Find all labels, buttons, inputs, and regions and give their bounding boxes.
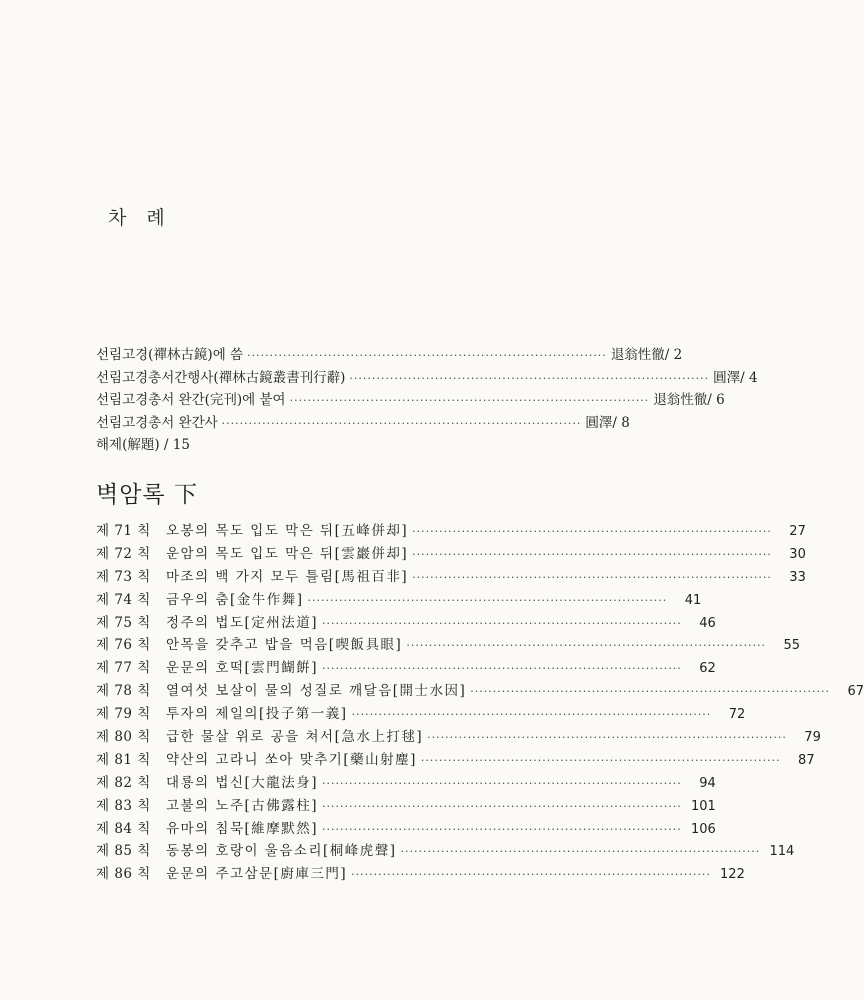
- toc-entry[interactable]: [96, 612, 716, 635]
- toc-entry[interactable]: [96, 657, 716, 680]
- case-title: 마조의 백 가지 모두 틀림[馬祖百非]: [166, 568, 409, 585]
- front-matter-item[interactable]: [96, 412, 630, 435]
- dot-leader: ················································································: [406, 639, 767, 653]
- toc-entry[interactable]: [96, 634, 801, 657]
- case-title: 금우의 춤[金牛作舞]: [166, 591, 304, 608]
- toc-entry[interactable]: [96, 749, 815, 772]
- front-matter-label: 선림고경총서간행사(禪林古鏡叢書刊行辭): [96, 369, 346, 386]
- page-number: 79: [804, 730, 821, 746]
- case-number: 제 82 칙: [96, 774, 151, 791]
- page-number: 114: [769, 844, 795, 860]
- case-number: 제 71 칙: [96, 523, 151, 539]
- case-number: 제 79 칙: [96, 706, 151, 723]
- front-matter-author: 圓澤/ 8: [585, 414, 630, 431]
- toc-entry[interactable]: [96, 795, 716, 818]
- case-title: 운문의 호떡[雲門餬餠]: [166, 660, 319, 677]
- page-number: 94: [699, 775, 716, 791]
- toc-entry[interactable]: [96, 520, 806, 543]
- page-number: 62: [699, 661, 716, 677]
- page-number: 101: [690, 798, 716, 814]
- front-matter-author: 退翁性徹/ 2: [610, 347, 683, 363]
- dot-leader: ················································································: [400, 845, 761, 859]
- dot-leader: ················································································: [412, 525, 772, 538]
- toc-entry[interactable]: [96, 589, 702, 612]
- case-title: 대룡의 법신[大龍法身]: [166, 774, 319, 791]
- front-matter-label: 선림고경총서 완간사: [96, 414, 218, 431]
- case-title: 유마의 침묵[維摩默然]: [166, 820, 319, 837]
- case-title: 운암의 목도 입도 막은 뒤[雲巖併却]: [166, 545, 409, 562]
- case-number: 제 73 칙: [96, 568, 151, 585]
- dot-leader: ················································································: [289, 394, 650, 407]
- case-number: 제 75 칙: [96, 614, 151, 631]
- front-matter-label: 해제(解題) / 15: [96, 437, 190, 453]
- case-number: 제 76 칙: [96, 637, 151, 654]
- toc-entry[interactable]: [96, 818, 716, 841]
- case-title: 열여섯 보살이 물의 성질로 깨달음[開士水因]: [166, 683, 467, 700]
- case-number: 제 78 칙: [96, 683, 151, 700]
- dot-leader: ················································································: [412, 547, 772, 561]
- page-number: 46: [699, 615, 716, 631]
- front-matter-item[interactable]: [96, 434, 578, 457]
- case-number: 제 77 칙: [96, 660, 151, 677]
- case-title: 투자의 제일의[投子第一義]: [166, 706, 348, 723]
- dot-leader: ················································································: [427, 731, 787, 745]
- toc-entry[interactable]: [96, 703, 746, 726]
- case-title: 약산의 고라니 쏘아 맞추기[藥山射麈]: [166, 751, 417, 768]
- dot-leader: ················································································: [322, 662, 682, 676]
- toc-entry[interactable]: [96, 543, 806, 566]
- case-number: 제 86 칙: [96, 866, 151, 883]
- page-number: 27: [789, 524, 806, 539]
- page-number: 55: [783, 638, 801, 654]
- page-number: 33: [789, 569, 806, 585]
- toc-entry[interactable]: [96, 863, 745, 886]
- toc-entry[interactable]: [96, 840, 795, 863]
- front-matter-item[interactable]: [96, 389, 725, 412]
- case-number: 제 83 칙: [96, 797, 151, 814]
- toc-list: [96, 520, 864, 886]
- case-title: 운문의 주고삼문[廚庫三門]: [166, 866, 348, 883]
- dot-leader: ················································································: [349, 371, 710, 385]
- page-number: 87: [798, 752, 815, 768]
- dot-leader: ················································································: [221, 416, 582, 430]
- dot-leader: ················································································: [351, 868, 711, 882]
- front-matter-label: 선림고경총서 완간(完刊)에 붙여: [96, 392, 286, 408]
- case-title: 정주의 법도[定州法道]: [166, 614, 319, 631]
- page-number: 41: [684, 592, 702, 608]
- case-title: 급한 물살 위로 공을 쳐서[急水上打毬]: [166, 729, 424, 746]
- page-number: 72: [728, 707, 746, 723]
- front-matter-item[interactable]: [96, 344, 683, 367]
- dot-leader: ················································································: [322, 822, 682, 836]
- dot-leader: ················································································: [470, 685, 831, 699]
- dot-leader: ················································································: [412, 570, 772, 584]
- toc-entry[interactable]: [96, 726, 821, 749]
- page-number: 122: [720, 867, 745, 883]
- case-number: 제 85 칙: [96, 843, 151, 860]
- toc-entry[interactable]: [96, 680, 864, 703]
- section-heading: 벽암록 下: [96, 482, 198, 508]
- page-number: 30: [789, 546, 806, 562]
- dot-leader: ················································································: [322, 799, 682, 813]
- page-number: 67: [847, 684, 864, 700]
- dot-leader: ················································································: [420, 753, 781, 767]
- case-number: 제 72 칙: [96, 545, 151, 562]
- front-matter-author: 圓澤/ 4: [713, 369, 758, 386]
- case-number: 제 80 칙: [96, 729, 151, 746]
- dot-leader: ················································································: [322, 776, 682, 790]
- case-title: 오봉의 목도 입도 막은 뒤[五峰併却]: [166, 523, 409, 539]
- dot-leader: ················································································: [322, 616, 682, 630]
- front-matter-list: [96, 344, 758, 457]
- toc-entry[interactable]: [96, 566, 806, 589]
- front-matter-label: 선림고경(禪林古鏡)에 씀: [96, 347, 244, 363]
- toc-entry[interactable]: [96, 772, 716, 795]
- case-number: 제 74 칙: [96, 591, 151, 608]
- case-number: 제 84 칙: [96, 820, 151, 837]
- case-title: 고불의 노주[古佛露柱]: [166, 797, 319, 814]
- case-number: 제 81 칙: [96, 751, 151, 768]
- dot-leader: ················································································: [307, 593, 668, 607]
- front-matter-item[interactable]: [96, 367, 758, 390]
- dot-leader: ················································································: [351, 708, 712, 722]
- page-title: 차 례: [108, 207, 172, 229]
- page-number: 106: [690, 821, 716, 837]
- case-title: 안목을 갖추고 밥을 먹음[喫飯具眼]: [166, 637, 403, 654]
- case-title: 동봉의 호랑이 울음소리[桐峰虎聲]: [166, 843, 397, 860]
- front-matter-author: 退翁性徹/ 6: [653, 392, 725, 408]
- dot-leader: ················································································: [247, 349, 607, 362]
